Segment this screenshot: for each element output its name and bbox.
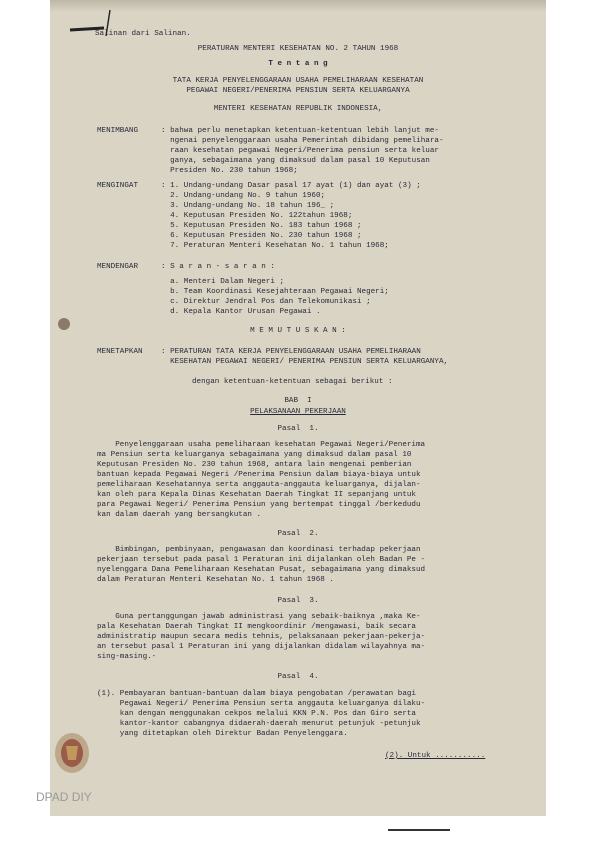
- pasal-4-line: (1). Pembayaran bantuan-bantuan dalam biaya pengobatan /perawatan bagi: [97, 690, 416, 698]
- menimbang-line: ngenai penyelenggaraan usaha Pemerintah dibidang pemelihara-: [161, 137, 444, 145]
- pasal-1-line: pemeliharaan Kesehatannya serta anggauta-anggauta keluarganya, dijalan-: [97, 481, 421, 489]
- menimbang-line: Presiden No. 230 tahun 1968;: [161, 167, 298, 175]
- menimbang-label: MENIMBANG: [97, 127, 139, 135]
- menetapkan-line: : PERATURAN TATA KERJA PENYELENGGARAAN USAHA PEMELIHARAAN: [161, 348, 421, 356]
- mendengar-line: c. Direktur Jendral Pos dan Telekomunikasi ;: [161, 298, 371, 306]
- copy-note: Salinan dari Salinan.: [95, 30, 191, 38]
- mengingat-line: 2. Undang-undang No. 9 tahun 1960;: [161, 192, 326, 200]
- pasal-3-line: Guna pertanggungan jawab administrasi yang sebaik-baiknya ,maka Ke-: [97, 613, 421, 621]
- pasal-3-line: an tersebut pasal 1 Peraturan ini yang dijalankan didalam wilayahnya ma-: [97, 643, 426, 651]
- pasal-2-line: dalam Peraturan Menteri Kesehatan No. 1 tahun 1968 .: [97, 576, 334, 584]
- pasal-4-line: Pegawai Negeri/ Penerima Pensiun serta anggauta keluarganya dilaku-: [97, 700, 426, 708]
- mengingat-line: 3. Undang-undang No. 18 tahun 196_ ;: [161, 202, 335, 210]
- menetapkan-line: KESEHATAN PEGAWAI NEGERI/ PENERIMA PENSIUN SERTA KELUARGANYA,: [161, 358, 449, 366]
- mendengar-line: a. Menteri Dalam Negeri ;: [161, 278, 285, 286]
- mengingat-line: 4. Keputusan Presiden No. 122tahun 1968;: [161, 212, 353, 220]
- pasal-4-line: kantor-kantor cabangnya didaerah-daerah menurut petunjuk -petunjuk: [97, 720, 421, 728]
- mengingat-line: 7. Peraturan Menteri Kesehatan No. 1 tahun 1968;: [161, 242, 389, 250]
- menimbang-line: ganya, sebagaimana yang dimaksud dalam pasal 10 Keputusan: [161, 157, 430, 165]
- pasal-1-line: kan oleh para Kepala Dinas Kesehatan Daerah Tingkat II sepanjang untuk: [97, 491, 416, 499]
- regulation-title: PERATURAN MENTERI KESEHATAN NO. 2 TAHUN 1968: [197, 45, 399, 53]
- pasal-1-line: ma Pensiun serta keluarganya sebagaimana yang dimaksud dalam pasal 10: [97, 451, 412, 459]
- pasal-3-line: administratip maupun secara medis tehnis, pelaksanaan pekerjaan-pekerja-: [97, 633, 426, 641]
- regulation-subject-line-2: PEGAWAI NEGERI/PENERIMA PENSIUN SERTA KELUARGANYA: [186, 87, 410, 95]
- pasal-4-line: yang ditetapkan oleh Direktur Badan Penyelenggara.: [97, 730, 348, 738]
- pasal-3-line: sing-masing.-: [97, 653, 157, 661]
- mendengar-line: d. Kepala Kantor Urusan Pegawai .: [161, 308, 321, 316]
- menimbang-line: raan kesehatan pegawai Negeri/Penerima pensiun serta keluar: [161, 147, 439, 155]
- pasal-1-heading: Pasal 1.: [277, 425, 319, 433]
- archive-seal-emblem: [52, 730, 92, 776]
- mengingat-line: 5. Keputusan Presiden No. 183 tahun 1968 ;: [161, 222, 362, 230]
- footer-rule: [388, 829, 450, 831]
- pasal-2-line: pekerjaan tersebut pada pasal 1 Peraturan ini dijalankan oleh Badan Pe -: [97, 556, 426, 564]
- pasal-1-line: bantuan kepada Pegawai Negeri /Penerima Pensiun dalam biaya-biaya untuk: [97, 471, 421, 479]
- continuation-marker: (2). Untuk ...........: [385, 752, 486, 760]
- regulation-issuer: MENTERI KESEHATAN REPUBLIK INDONESIA,: [213, 105, 383, 113]
- pasal-1-line: Penyelenggaraan usaha pemeliharaan kesehatan Pegawai Negeri/Penerima: [97, 441, 426, 449]
- watermark-text: DPAD DIY: [36, 790, 92, 804]
- memutuskan-heading: M E M U T U S K A N :: [250, 327, 346, 335]
- scan-shadow: [50, 0, 546, 12]
- pasal-4-heading: Pasal 4.: [277, 673, 319, 681]
- menetapkan-label: MENETAPKAN: [97, 348, 143, 356]
- document-page: [50, 0, 546, 816]
- pasal-3-heading: Pasal 3.: [277, 597, 319, 605]
- pasal-1-line: para Pegawai Negeri/ Penerima Pensiun yang bertempat tinggal /berkedudu: [97, 501, 421, 509]
- mendengar-label: MENDENGAR: [97, 263, 139, 271]
- pasal-3-line: pala Kesehatan Daerah Tingkat II mengkoordinir /mengawasi, baik secara: [97, 623, 416, 631]
- mengingat-label: MENGINGAT: [97, 182, 139, 190]
- mendengar-line: b. Team Koordinasi Kesejahteraan Pegawai Negeri;: [161, 288, 389, 296]
- mengingat-line: : 1. Undang-undang Dasar pasal 17 ayat (1) dan ayat (3) ;: [161, 182, 421, 190]
- pasal-4-line: kan dengan menggunakan cekpos melalui KKN P.N. Pos dan Giro serta: [97, 710, 416, 718]
- pasal-1-line: kan dalam daerah yang bersangkutan .: [97, 511, 262, 519]
- pasal-1-line: Keputusan Presiden No. 230 tahun 1968, antara lain mengenai pemberian: [97, 461, 412, 469]
- menimbang-line: : bahwa perlu menetapkan ketentuan-ketentuan lebih lanjut me-: [161, 127, 439, 135]
- menetapkan-provision: dengan ketentuan-ketentuan sebagai berikut :: [192, 378, 393, 386]
- pasal-2-heading: Pasal 2.: [277, 530, 319, 538]
- pasal-2-line: nyelenggara Dana Pemeliharaan Kesehatan Pusat, sebagaimana yang dimaksud: [97, 566, 426, 574]
- pasal-2-line: Bimbingan, pembinyaan, pengawasan dan koordinasi terhadap pekerjaan: [97, 546, 421, 554]
- bab-number: BAB I: [284, 397, 312, 405]
- mendengar-line: : S a r a n - s a r a n :: [161, 263, 275, 271]
- bab-title: PELAKSANAAN PEKERJAAN: [250, 408, 346, 416]
- mengingat-line: 6. Keputusan Presiden No. 230 tahun 1968 ;: [161, 232, 362, 240]
- regulation-subject-line-1: TATA KERJA PENYELENGGARAAN USAHA PEMELIHARAAN KESEHATAN: [172, 77, 424, 85]
- regulation-about: T e n t a n g: [268, 60, 328, 68]
